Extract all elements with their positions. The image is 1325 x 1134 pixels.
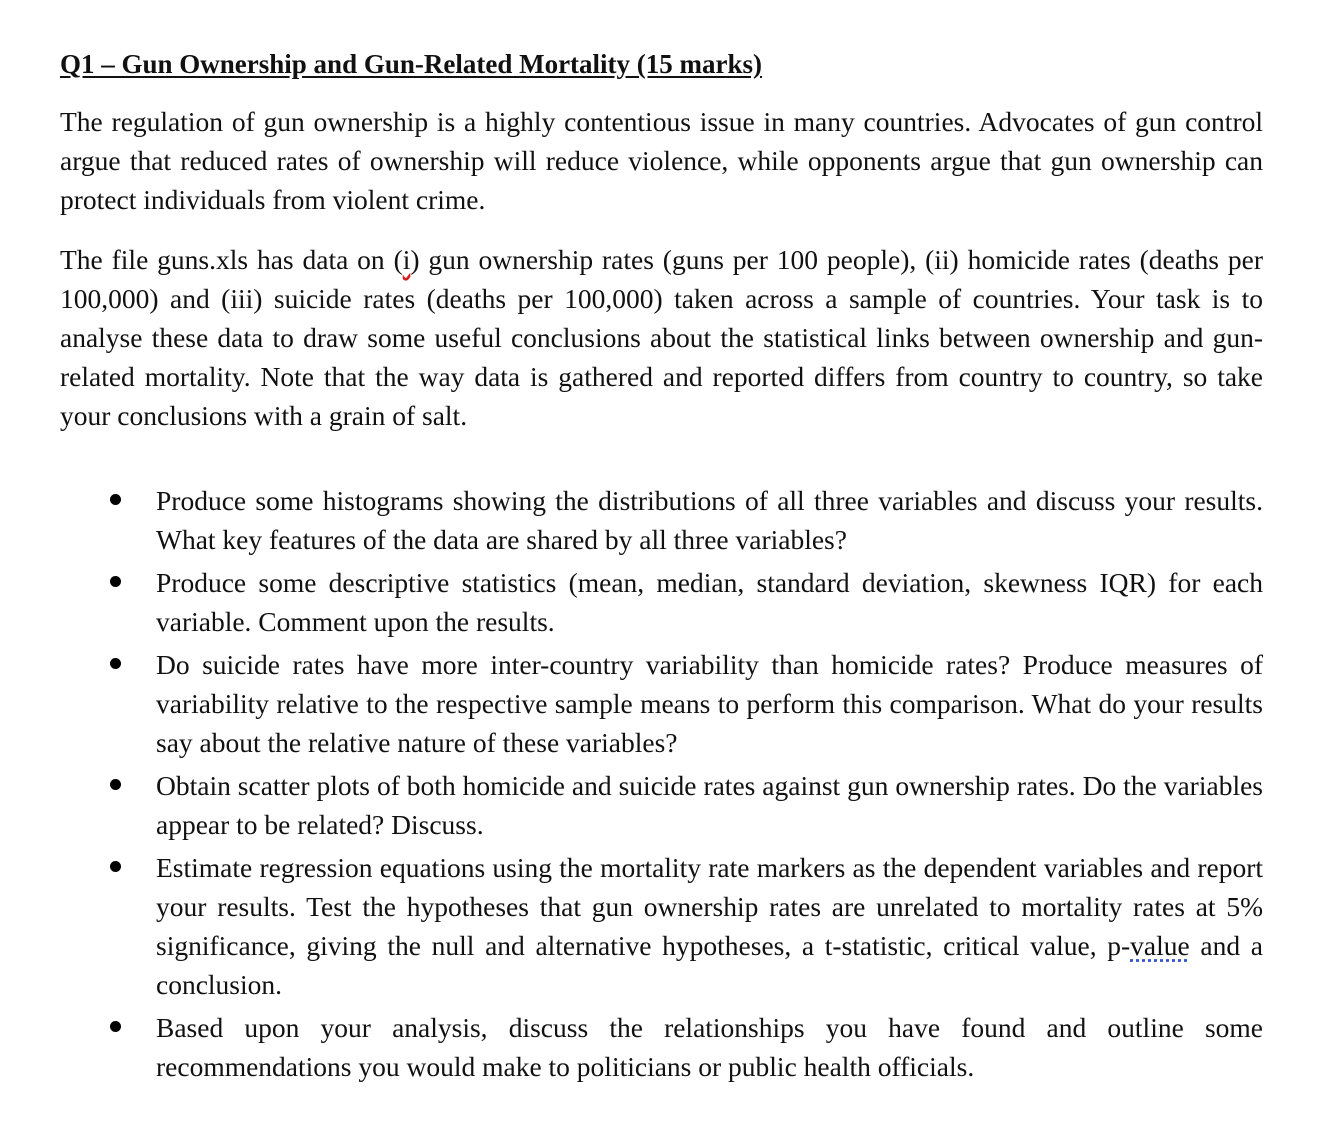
intro-paragraph: The regulation of gun ownership is a highly contentious issue in many countries. Advocates of gun control argue that reduced rates of ownership will reduce violence, while opponents argue that gun ownership can protect individuals from violent crime. bbox=[60, 106, 1263, 215]
spellcheck-marked-word: i bbox=[402, 244, 411, 275]
paragraph-text-start: The file guns.xls has data on ( bbox=[60, 244, 403, 275]
bullet-icon bbox=[110, 494, 121, 505]
bullet-icon bbox=[110, 861, 121, 872]
task-text: Produce some histograms showing the distributions of all three variables and discuss your results. What key features of the data are shared by all three variables? bbox=[156, 485, 1263, 555]
task-text: Produce some descriptive statistics (mean, median, standard deviation, skewness IQR) for each variable. Comment upon the results. bbox=[156, 567, 1263, 637]
task-text: Do suicide rates have more inter-country variability than homicide rates? Produce measures of variability relative to the respective sample means to perform this comparison. What do your results say about the relative nature of these variables? bbox=[156, 649, 1263, 758]
task-item-scatter-plots bbox=[60, 766, 1263, 844]
task-list bbox=[60, 481, 1263, 1086]
task-text-end: and a conclusion. bbox=[156, 930, 1263, 1000]
bullet-icon bbox=[110, 779, 121, 790]
question-title: Q1 – Gun Ownership and Gun-Related Mortality (15 marks) bbox=[60, 49, 763, 79]
task-item-recommendations bbox=[60, 1008, 1263, 1086]
bullet-icon bbox=[110, 658, 121, 669]
paragraph-text-end: ) gun ownership rates (guns per 100 people), (ii) homicide rates (deaths per 100,000) and (iii) suicide rates (deaths per 100,000) taken across a sample of countries. Your task is to analyse these data to draw some useful conclusions about the statistical links between ownership and gun-related mortality. Note that the way data is gathered and reported differs from country to country, so take your conclusions with a grain of salt. bbox=[60, 244, 1264, 431]
document-page bbox=[60, 46, 1263, 1090]
task-text: Obtain scatter plots of both homicide and suicide rates against gun ownership rates. Do the variables appear to be related? Discuss. bbox=[156, 770, 1263, 840]
task-text-start: Estimate regression equations using the mortality rate markers as the dependent variables and report your results. Test the hypotheses that gun ownership rates are unrelated to mortality rates at 5% significance, giving the null and alternative hypotheses, a t-statistic, critical value, p- bbox=[156, 852, 1263, 961]
bullet-icon bbox=[110, 1021, 121, 1032]
task-item-variability bbox=[60, 645, 1263, 762]
task-item-descriptive-statistics bbox=[60, 563, 1263, 641]
task-item-regression bbox=[60, 848, 1263, 1004]
data-description-paragraph bbox=[60, 240, 1263, 435]
task-text: Based upon your analysis, discuss the relationships you have found and outline some recommendations you would make to politicians or public health officials. bbox=[156, 1012, 1263, 1082]
bullet-icon bbox=[110, 576, 121, 587]
grammar-marked-word: value bbox=[1130, 930, 1190, 961]
task-text bbox=[156, 848, 1263, 1004]
task-item-histograms bbox=[60, 481, 1263, 559]
